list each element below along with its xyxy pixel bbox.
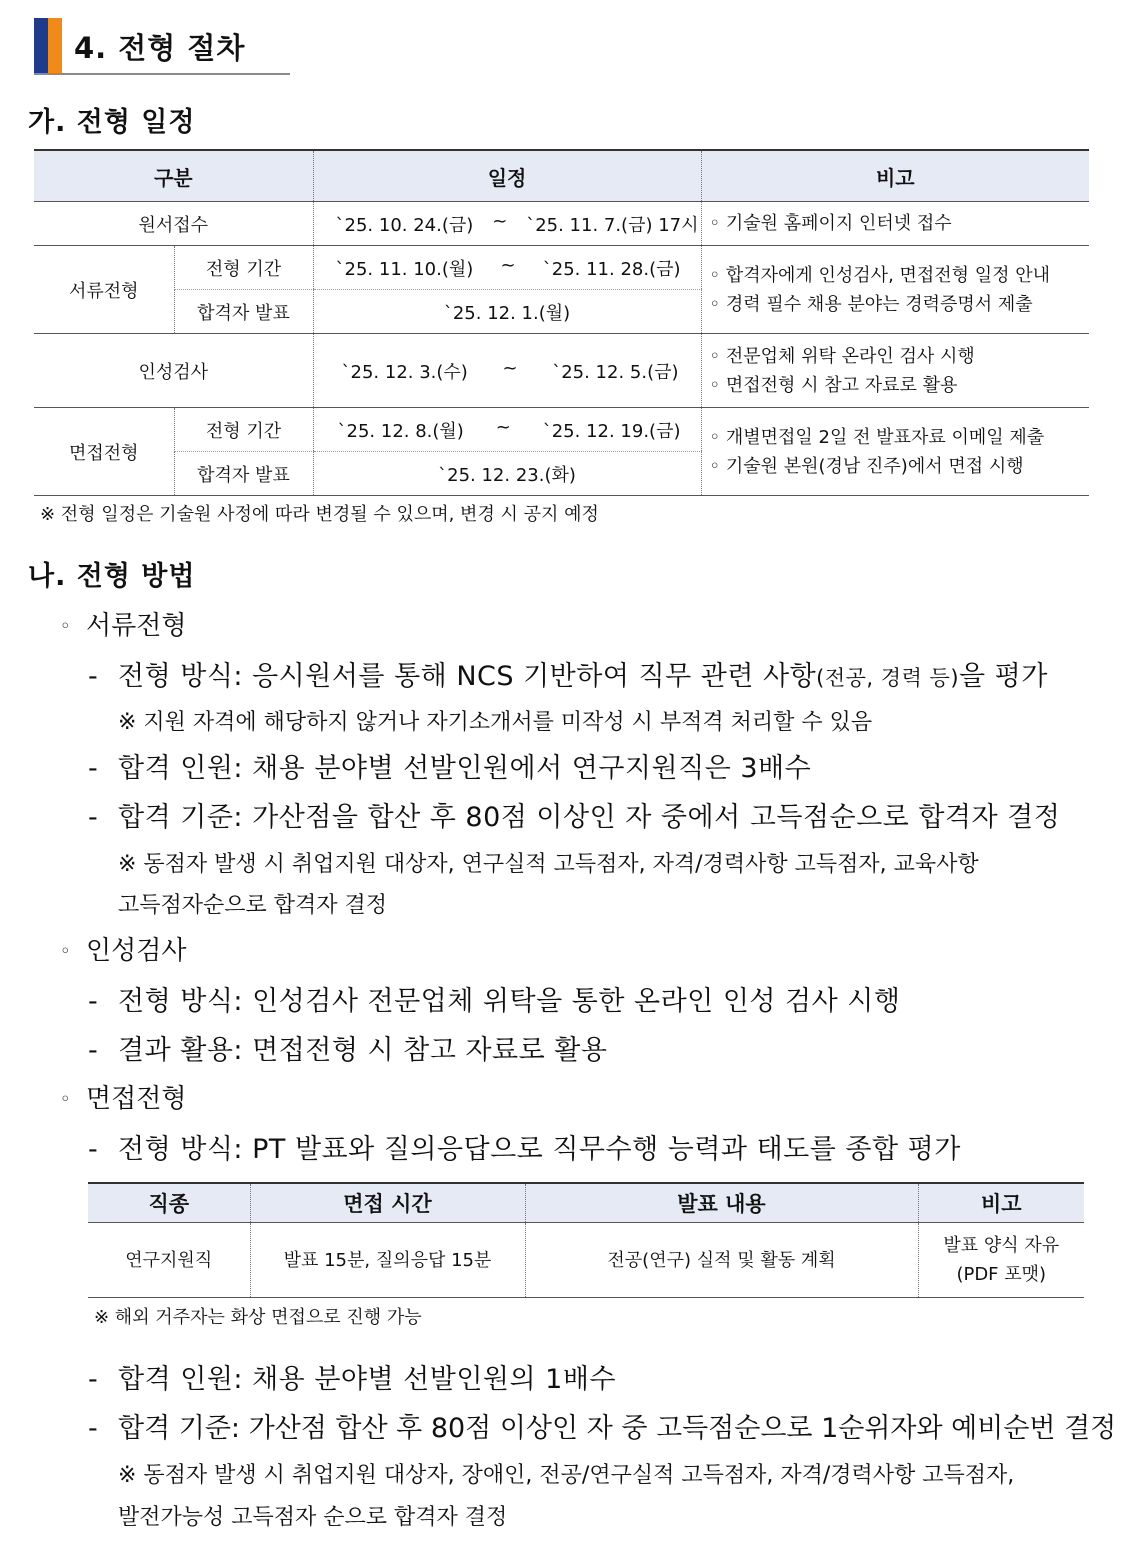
personality-to: `25. 12. 5.(금): [552, 361, 679, 383]
document-announce-date: `25. 12. 1.(월): [313, 290, 701, 334]
section-title: 4. 전형 절차: [74, 31, 246, 65]
section-marker-blue: [34, 18, 48, 75]
section-underline: [34, 73, 290, 75]
date-separator: ~: [492, 210, 508, 232]
bullet-icon: ◦: [60, 941, 71, 962]
document-method-line: [88, 654, 1048, 693]
interview-announce-date: `25. 12. 23.(화): [313, 452, 701, 496]
interview-to: `25. 12. 19.(금): [542, 420, 681, 442]
table-row: [88, 1223, 1084, 1298]
interview-count-text: 합격 인원: 채용 분야별 선발인원의 1배수: [118, 1364, 616, 1395]
schedule-header-row: [34, 150, 1089, 202]
schedule-table: [34, 149, 1089, 496]
date-separator: ~: [502, 357, 518, 379]
interview-method-line: [88, 1127, 961, 1166]
document-note-2a: ※ 동점자 발생 시 취업지원 대상자, 연구실적 고득점자, 자격/경력사항 고득점자, 교육사항: [118, 852, 979, 877]
cell-job: 연구지원직: [88, 1223, 250, 1298]
header-content: 발표 내용: [525, 1183, 918, 1223]
personality-method-line: [88, 979, 900, 1018]
document-title: 서류전형: [86, 611, 187, 641]
interview-header-row: [88, 1183, 1084, 1223]
personality-method-text: 전형 방식: 인성검사 전문업체 위탁을 통한 온라인 인성 검사 시행: [118, 986, 901, 1017]
dash-marker: -: [88, 986, 99, 1017]
personality-note-1: ◦ 전문업체 위탁 온라인 검사 시행: [709, 345, 975, 367]
application-note: ◦ 기술원 홈페이지 인터넷 접수: [701, 202, 1089, 246]
bullet-icon: ◦: [60, 1089, 71, 1110]
interview-table: [88, 1182, 1084, 1298]
document-criteria-text: 합격 기준: 가산점을 합산 후 80점 이상인 자 중에서 고득점순으로 합격자 결정: [118, 802, 1061, 833]
cell-remark-2: (PDF 포맷): [956, 1264, 1047, 1285]
document-announce-label: 합격자 발표: [174, 290, 313, 334]
personality-note-2: ◦ 면접전형 시 참고 자료로 활용: [709, 374, 958, 396]
table-row: [34, 408, 1089, 452]
cell-time: 발표 15분, 질의응답 15분: [250, 1223, 525, 1298]
personality-title: 인성검사: [86, 936, 187, 966]
interview-title: 면접전형: [86, 1084, 187, 1114]
header-job: 직종: [88, 1183, 250, 1223]
interview-period-dates: [313, 408, 701, 452]
interview-note-a: ※ 동점자 발생 시 취업지원 대상자, 장애인, 전공/연구실적 고득점자, 자격/경력사항 고득점자,: [118, 1463, 1015, 1488]
document-notes: [701, 246, 1089, 334]
dash-marker: -: [88, 1413, 98, 1444]
document-note-1: ◦ 합격자에게 인성검사, 면접전형 일정 안내: [709, 264, 1051, 286]
interview-criteria-text: 합격 기준: 가산점 합산 후 80점 이상인 자 중 고득점순으로 1순위자와 예비순번 결정: [118, 1413, 1117, 1444]
row-label-application: 원서접수: [34, 202, 313, 246]
dash-marker: -: [88, 802, 99, 833]
application-from: `25. 10. 24.(금): [335, 214, 474, 236]
header-category: 구분: [34, 150, 313, 202]
document-count-text: 합격 인원: 채용 분야별 선발인원에서 연구지원직은 3배수: [118, 753, 812, 784]
personality-dates: [313, 334, 701, 408]
interview-note-2: ◦ 기술원 본원(경남 진주)에서 면접 시행: [709, 455, 1024, 477]
date-separator: ~: [500, 254, 516, 276]
header-schedule: 일정: [313, 150, 701, 202]
dash-marker: -: [88, 753, 99, 784]
interview-section-title: [60, 1078, 186, 1115]
method-heading: 나. 전형 방법: [28, 561, 196, 592]
row-label-personality: 인성검사: [34, 334, 313, 408]
personality-from: `25. 12. 3.(수): [341, 361, 468, 383]
document-method-tail: 을 평가: [959, 661, 1048, 692]
interview-notes: [701, 408, 1089, 496]
document-note-2: ◦ 경력 필수 채용 분야는 경력증명서 제출: [709, 293, 1033, 315]
interview-method-text: 전형 방식: PT 발표와 질의응답으로 직무수행 능력과 태도를 종합 평가: [118, 1134, 961, 1165]
header-remark: 비고: [918, 1183, 1084, 1223]
cell-remark-1: 발표 양식 자유: [943, 1235, 1060, 1256]
table-row: [34, 202, 1089, 246]
document-section-title: [60, 605, 186, 642]
table-row: [34, 246, 1089, 290]
interview-announce-label: 합격자 발표: [174, 452, 313, 496]
document-count-line: [88, 746, 811, 785]
application-dates: [313, 202, 701, 246]
section-marker-orange: [48, 18, 62, 75]
header-note: 비고: [701, 150, 1089, 202]
application-to: `25. 11. 7.(금) 17시: [526, 214, 699, 236]
document-period-dates: [313, 246, 701, 290]
personality-usage-line: [88, 1028, 607, 1067]
document-from: `25. 11. 10.(월): [335, 258, 474, 280]
date-separator: ~: [495, 416, 511, 438]
interview-period-label: 전형 기간: [174, 408, 313, 452]
row-label-interview: 면접전형: [34, 408, 174, 496]
cell-remark: [918, 1223, 1084, 1298]
document-criteria-line: [88, 795, 1060, 834]
interview-table-note: ※ 해외 거주자는 화상 면접으로 진행 가능: [94, 1307, 422, 1328]
interview-count-line: [88, 1357, 616, 1396]
personality-usage-text: 결과 활용: 면접전형 시 참고 자료로 활용: [118, 1035, 608, 1066]
document-method-text: 전형 방식: 응시원서를 통해 NCS 기반하여 직무 관련 사항: [118, 661, 817, 692]
interview-from: `25. 12. 8.(월): [337, 420, 464, 442]
table-row: [34, 334, 1089, 408]
dash-marker: -: [88, 1364, 99, 1395]
personality-section-title: [60, 930, 186, 967]
interview-note-1: ◦ 개별면접일 2일 전 발표자료 이메일 제출: [709, 426, 1045, 448]
interview-note-b: 발전가능성 고득점자 순으로 합격자 결정: [118, 1505, 508, 1530]
interview-criteria-line: [88, 1406, 1116, 1445]
dash-marker: -: [88, 1035, 99, 1066]
document-note-1: ※ 지원 자격에 해당하지 않거나 자기소개서를 미작성 시 부적격 처리할 수 있음: [118, 710, 873, 735]
personality-notes: [701, 334, 1089, 408]
document-note-2b: 고득점자순으로 합격자 결정: [118, 893, 388, 918]
row-label-document: 서류전형: [34, 246, 174, 334]
dash-marker: -: [88, 661, 99, 692]
header-time: 면접 시간: [250, 1183, 525, 1223]
document-period-label: 전형 기간: [174, 246, 313, 290]
schedule-footnote: ※ 전형 일정은 기술원 사정에 따라 변경될 수 있으며, 변경 시 공지 예정: [40, 504, 599, 525]
dash-marker: -: [88, 1134, 99, 1165]
cell-content: 전공(연구) 실적 및 활동 계획: [525, 1223, 918, 1298]
bullet-icon: ◦: [60, 616, 71, 637]
document-to: `25. 11. 28.(금): [542, 258, 681, 280]
document-method-paren: (전공, 경력 등): [816, 666, 960, 690]
schedule-heading: 가. 전형 일정: [28, 107, 196, 138]
